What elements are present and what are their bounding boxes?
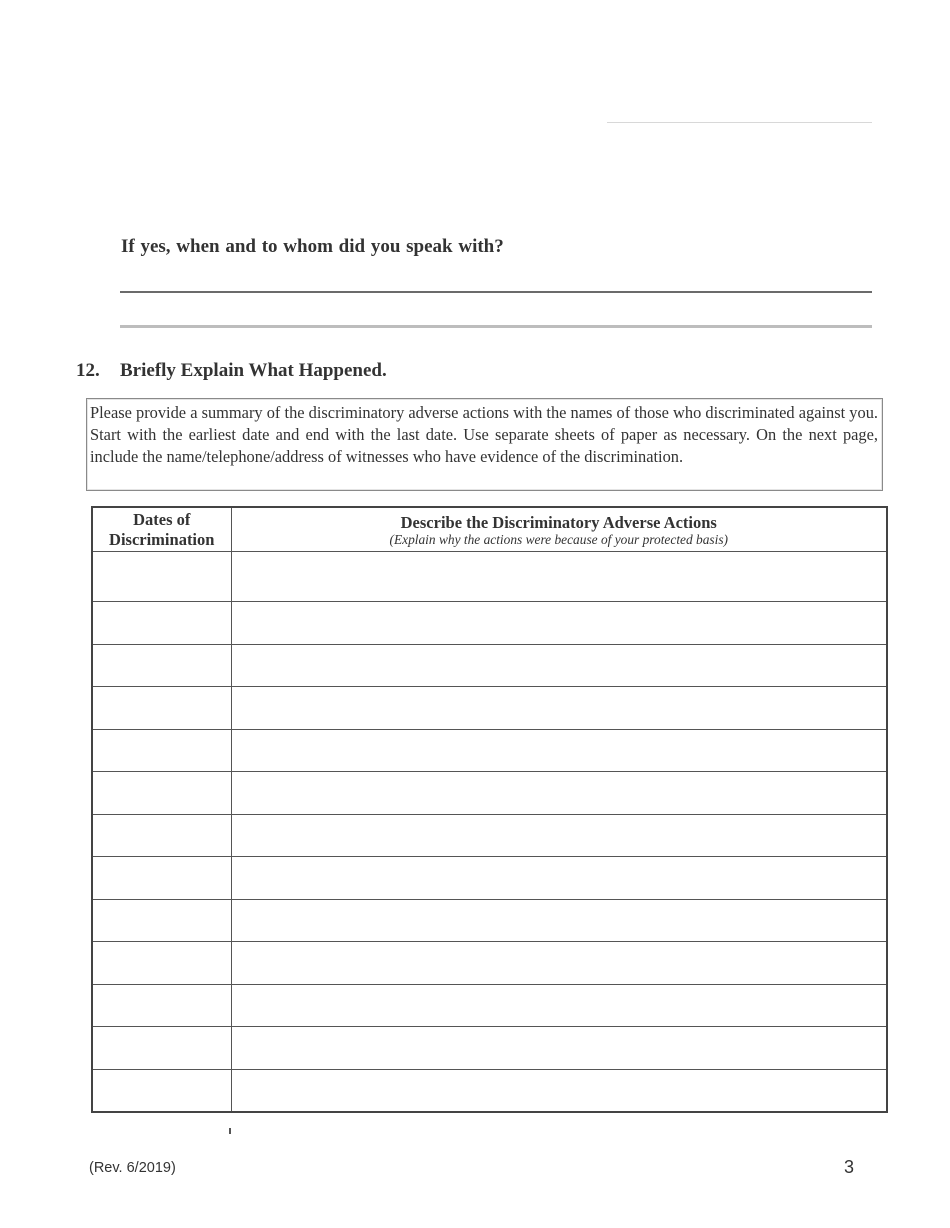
description-cell[interactable]: [231, 1069, 887, 1112]
table-row: [92, 687, 887, 730]
description-cell[interactable]: [231, 644, 887, 687]
description-cell[interactable]: [231, 772, 887, 815]
discrimination-table: [91, 506, 888, 1113]
description-cell[interactable]: [231, 984, 887, 1027]
instructions-box: [86, 398, 883, 491]
table-row: [92, 729, 887, 772]
table-row: [92, 942, 887, 985]
date-cell[interactable]: [92, 552, 231, 602]
column-divider-tick: [229, 1128, 231, 1134]
revision-label: (Rev. 6/2019): [89, 1160, 176, 1176]
date-cell[interactable]: [92, 814, 231, 857]
column-header-description: Describe the Discriminatory Adverse Actions (Explain why the actions were because of your protected basis): [231, 507, 887, 552]
date-cell[interactable]: [92, 984, 231, 1027]
instructions-text: Please provide a summary of the discriminatory adverse actions with the names of those who discriminated against you. Start with the earliest date and end with the last date. Use separate sheets of paper as necessary. On the next page, include the name/telephone/address of witnesses who have evidence of the discrimination.: [90, 403, 878, 466]
date-cell[interactable]: [92, 644, 231, 687]
date-cell[interactable]: [92, 1027, 231, 1070]
table-row: [92, 1027, 887, 1070]
faint-answer-line-top: [607, 122, 872, 123]
question-label: If yes, when and to whom did you speak with?: [121, 236, 504, 257]
date-cell[interactable]: [92, 942, 231, 985]
date-cell[interactable]: [92, 772, 231, 815]
date-cell[interactable]: [92, 1069, 231, 1112]
date-cell[interactable]: [92, 899, 231, 942]
table-row: [92, 644, 887, 687]
description-cell[interactable]: [231, 814, 887, 857]
table-row: [92, 552, 887, 602]
section-number: 12.: [76, 360, 100, 381]
description-cell[interactable]: [231, 942, 887, 985]
date-cell[interactable]: [92, 857, 231, 900]
description-cell[interactable]: [231, 857, 887, 900]
description-cell[interactable]: [231, 729, 887, 772]
section-title: Briefly Explain What Happened.: [120, 360, 387, 381]
table-row: [92, 1069, 887, 1112]
description-cell[interactable]: [231, 552, 887, 602]
date-cell[interactable]: [92, 602, 231, 645]
table-header-row: [92, 507, 887, 552]
table-row: [92, 772, 887, 815]
column-header-dates: Dates of Discrimination: [92, 507, 231, 552]
table-row: [92, 814, 887, 857]
table-row: [92, 899, 887, 942]
description-cell[interactable]: [231, 899, 887, 942]
answer-line-1[interactable]: [120, 291, 872, 293]
date-cell[interactable]: [92, 687, 231, 730]
description-cell[interactable]: [231, 1027, 887, 1070]
table-row: [92, 984, 887, 1027]
table-row: [92, 602, 887, 645]
description-cell[interactable]: [231, 687, 887, 730]
answer-line-2[interactable]: [120, 325, 872, 328]
date-cell[interactable]: [92, 729, 231, 772]
section-heading: [76, 360, 387, 382]
table-row: [92, 857, 887, 900]
description-cell[interactable]: [231, 602, 887, 645]
page-number: 3: [844, 1157, 855, 1177]
